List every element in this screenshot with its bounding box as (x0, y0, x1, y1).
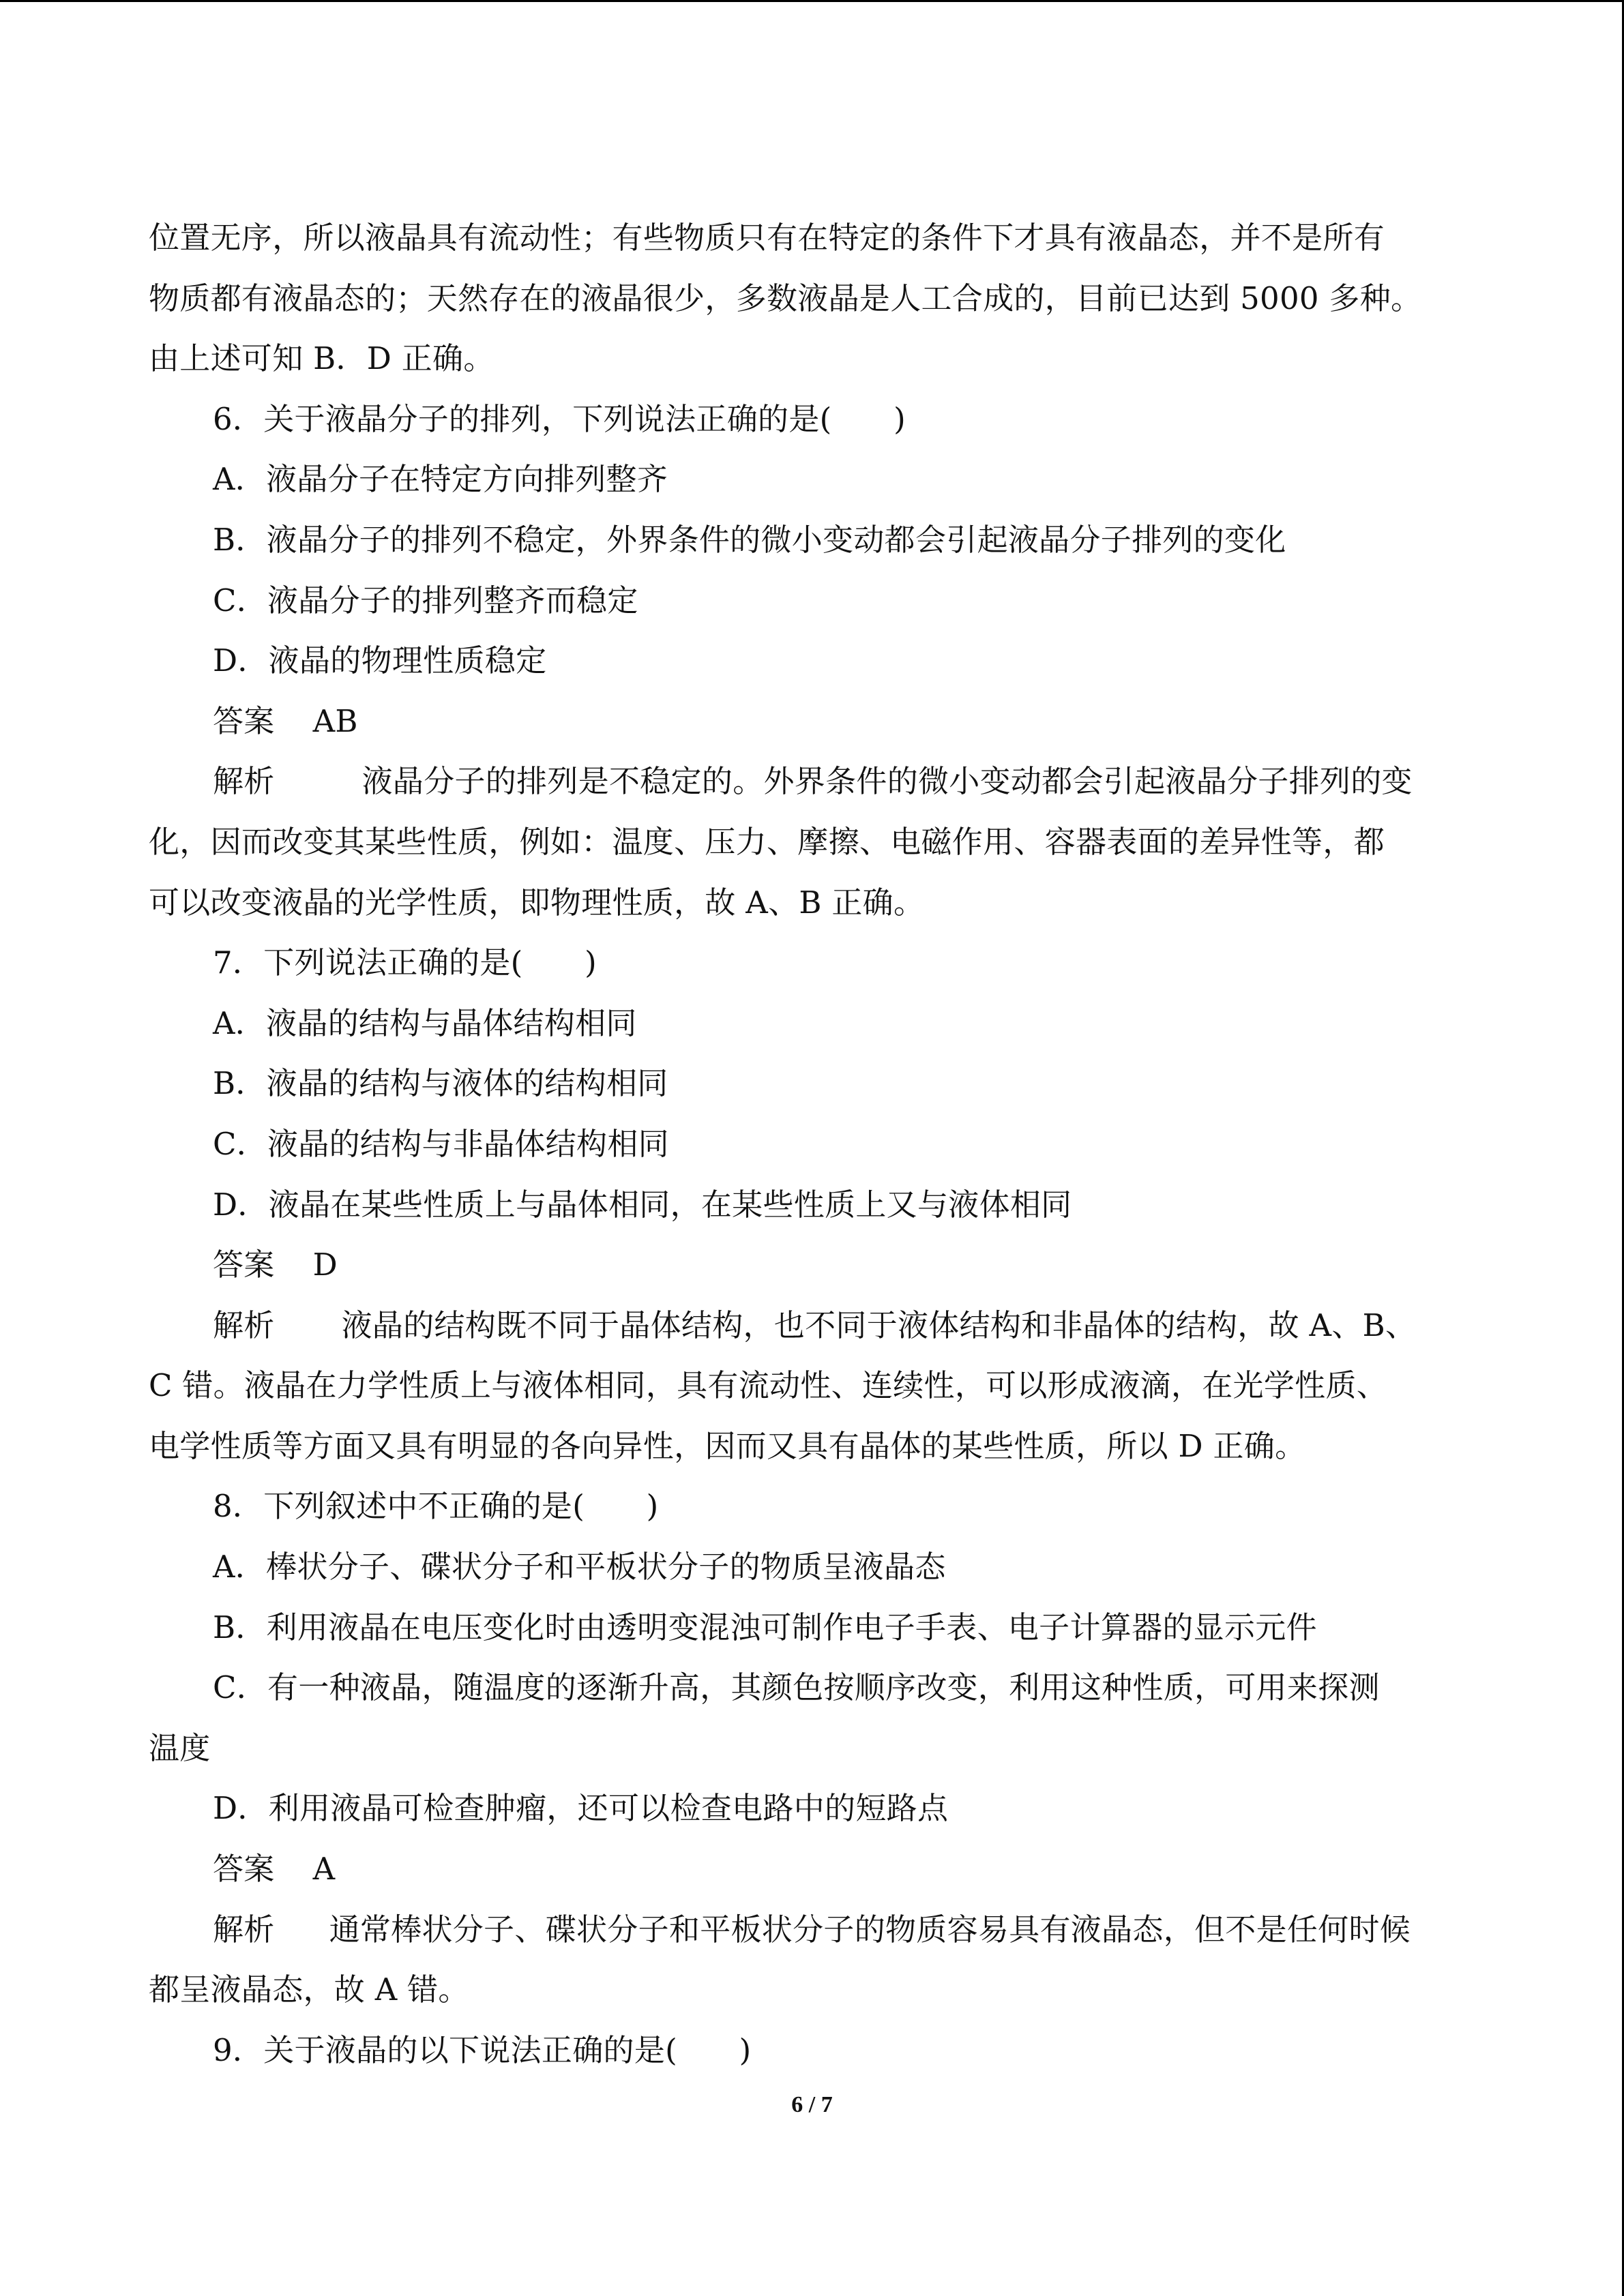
answer-line (149, 691, 1475, 752)
line-text: 6．关于液晶分子的排列，下列说法正确的是( ) (213, 400, 906, 437)
line-text: 可以改变液晶的光学性质，即物理性质，故 A、B 正确。 (149, 884, 925, 921)
text-line (149, 1476, 1475, 1537)
line-text: D．液晶在某些性质上与晶体相同，在某些性质上又与液体相同 (213, 1186, 1072, 1223)
line-text: AB (312, 702, 358, 739)
line-text: B．液晶的结构与液体的结构相同 (213, 1065, 668, 1102)
text-line (149, 1718, 1475, 1779)
text-line (149, 1537, 1475, 1598)
line-text: D．液晶的物理性质稳定 (213, 642, 547, 679)
explanation-label: 解析 (213, 1911, 275, 1948)
text-line (149, 1778, 1475, 1839)
line-text: 液晶的结构既不同于晶体结构，也不同于液体结构和非晶体的结构，故 A、B、 (341, 1307, 1417, 1343)
line-text: A．液晶的结构与晶体结构相同 (213, 1004, 637, 1041)
line-text: 电学性质等方面又具有明显的各向异性，因而又具有晶体的某些性质，所以 D 正确。 (149, 1427, 1306, 1464)
line-text: C．液晶分子的排列整齐而稳定 (213, 582, 638, 618)
line-text: B．利用液晶在电压变化时由透明变混浊可制作电子手表、电子计算器的显示元件 (213, 1609, 1317, 1645)
line-text: 物质都有液晶态的；天然存在的液晶很少，多数液晶是人工合成的，目前已达到 5000 多种。 (149, 280, 1422, 316)
line-text: 液晶分子的排列是不稳定的。外界条件的微小变动都会引起液晶分子排列的变 (361, 763, 1413, 800)
answer-label: 答案 (213, 702, 275, 739)
text-line (149, 933, 1475, 994)
line-text: C．有一种液晶，随温度的逐渐升高，其颜色按顺序改变，利用这种性质，可用来探测 (213, 1669, 1380, 1706)
line-text: D (312, 1247, 338, 1283)
text-line (149, 1658, 1475, 1718)
answer-line (149, 1235, 1475, 1296)
line-text: D．利用液晶可检查肿瘤，还可以检查电路中的短路点 (213, 1790, 949, 1827)
explanation-line (149, 1900, 1475, 1960)
line-text: 位置无序，所以液晶具有流动性；有些物质只有在特定的条件下才具有液晶态，并不是所有 (149, 220, 1385, 256)
page-border-top (0, 0, 1624, 2)
text-line (149, 329, 1475, 389)
text-line (149, 1356, 1475, 1416)
text-line (149, 269, 1475, 329)
line-text: 9．关于液晶的以下说法正确的是( ) (213, 2031, 752, 2068)
text-line (149, 389, 1475, 450)
line-text: 化，因而改变其某些性质，例如：温度、压力、摩擦、电磁作用、容器表面的差异性等，都 (149, 823, 1385, 860)
text-line (149, 873, 1475, 934)
text-line (149, 631, 1475, 691)
text-line (149, 812, 1475, 873)
line-text: C 错。液晶在力学性质上与液体相同，具有流动性、连续性，可以形成液滴，在光学性质、 (149, 1367, 1388, 1404)
text-line (149, 510, 1475, 571)
line-text: A．棒状分子、碟状分子和平板状分子的物质呈液晶态 (213, 1549, 946, 1585)
text-line (149, 2021, 1475, 2081)
line-text: 7．下列说法正确的是( ) (213, 944, 597, 981)
line-text: 通常棒状分子、碟状分子和平板状分子的物质容易具有液晶态，但不是任何时候 (329, 1911, 1411, 1948)
text-line (149, 1416, 1475, 1477)
text-line (149, 449, 1475, 510)
answer-label: 答案 (213, 1247, 275, 1283)
text-line (149, 1054, 1475, 1114)
text-line (149, 1960, 1475, 2021)
explanation-label: 解析 (213, 763, 275, 800)
line-text: C．液晶的结构与非晶体结构相同 (213, 1125, 669, 1162)
text-line (149, 208, 1475, 269)
explanation-line (149, 1296, 1475, 1356)
answer-line (149, 1839, 1475, 1900)
line-text: 由上述可知 B．D 正确。 (149, 340, 494, 377)
line-text: 温度 (149, 1729, 211, 1766)
line-text: B．液晶分子的排列不稳定，外界条件的微小变动都会引起液晶分子排列的变化 (213, 521, 1286, 558)
line-text: 都呈液晶态，故 A 错。 (149, 1971, 469, 2008)
explanation-label: 解析 (213, 1307, 275, 1343)
explanation-line (149, 751, 1475, 812)
line-text: A (312, 1851, 336, 1888)
text-line (149, 1598, 1475, 1658)
text-line (149, 1175, 1475, 1236)
page-number: 6 / 7 (791, 2092, 833, 2117)
line-text: 8．下列叙述中不正确的是( ) (213, 1488, 659, 1525)
document-body (149, 208, 1475, 2081)
text-line (149, 994, 1475, 1054)
line-text: A．液晶分子在特定方向排列整齐 (213, 461, 668, 498)
text-line (149, 1114, 1475, 1175)
text-line (149, 571, 1475, 631)
answer-label: 答案 (213, 1851, 275, 1888)
